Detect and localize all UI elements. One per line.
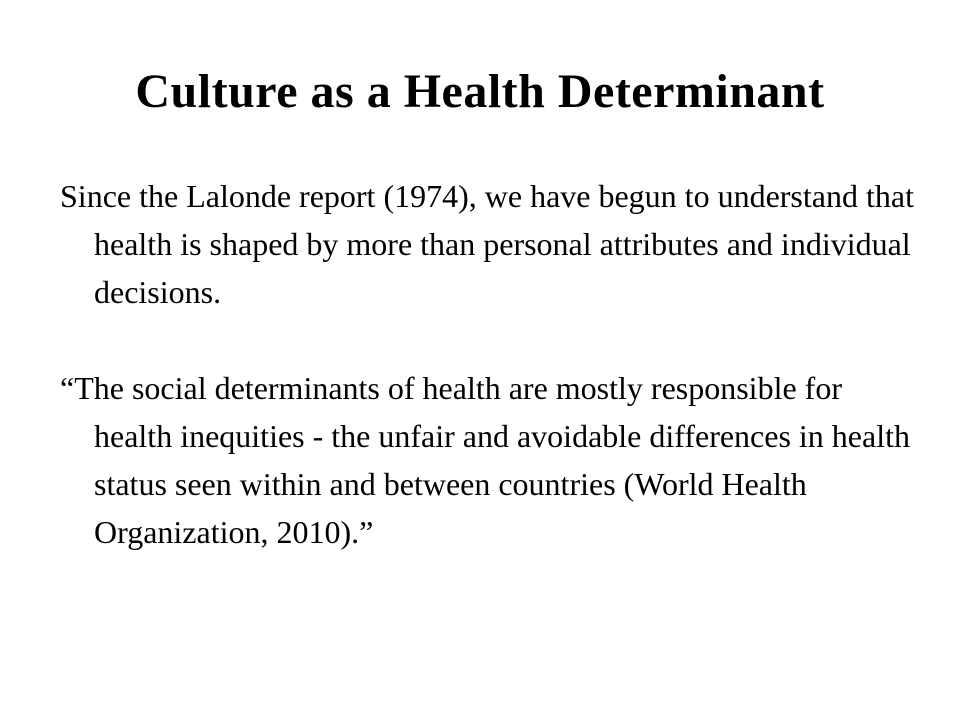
slide-body [60,172,920,556]
slide-title: Culture as a Health Determinant [135,65,825,118]
paragraph-who-quote: “The social determinants of health are mostly responsible for health inequities - the unfair and avoidable differences in health status seen within and between countries (World Health Organization, 2010).” [60,370,910,550]
paragraph-lalonde: Since the Lalonde report (1974), we have begun to understand that health is shaped by more than personal attributes and individual decisions. [60,178,914,310]
